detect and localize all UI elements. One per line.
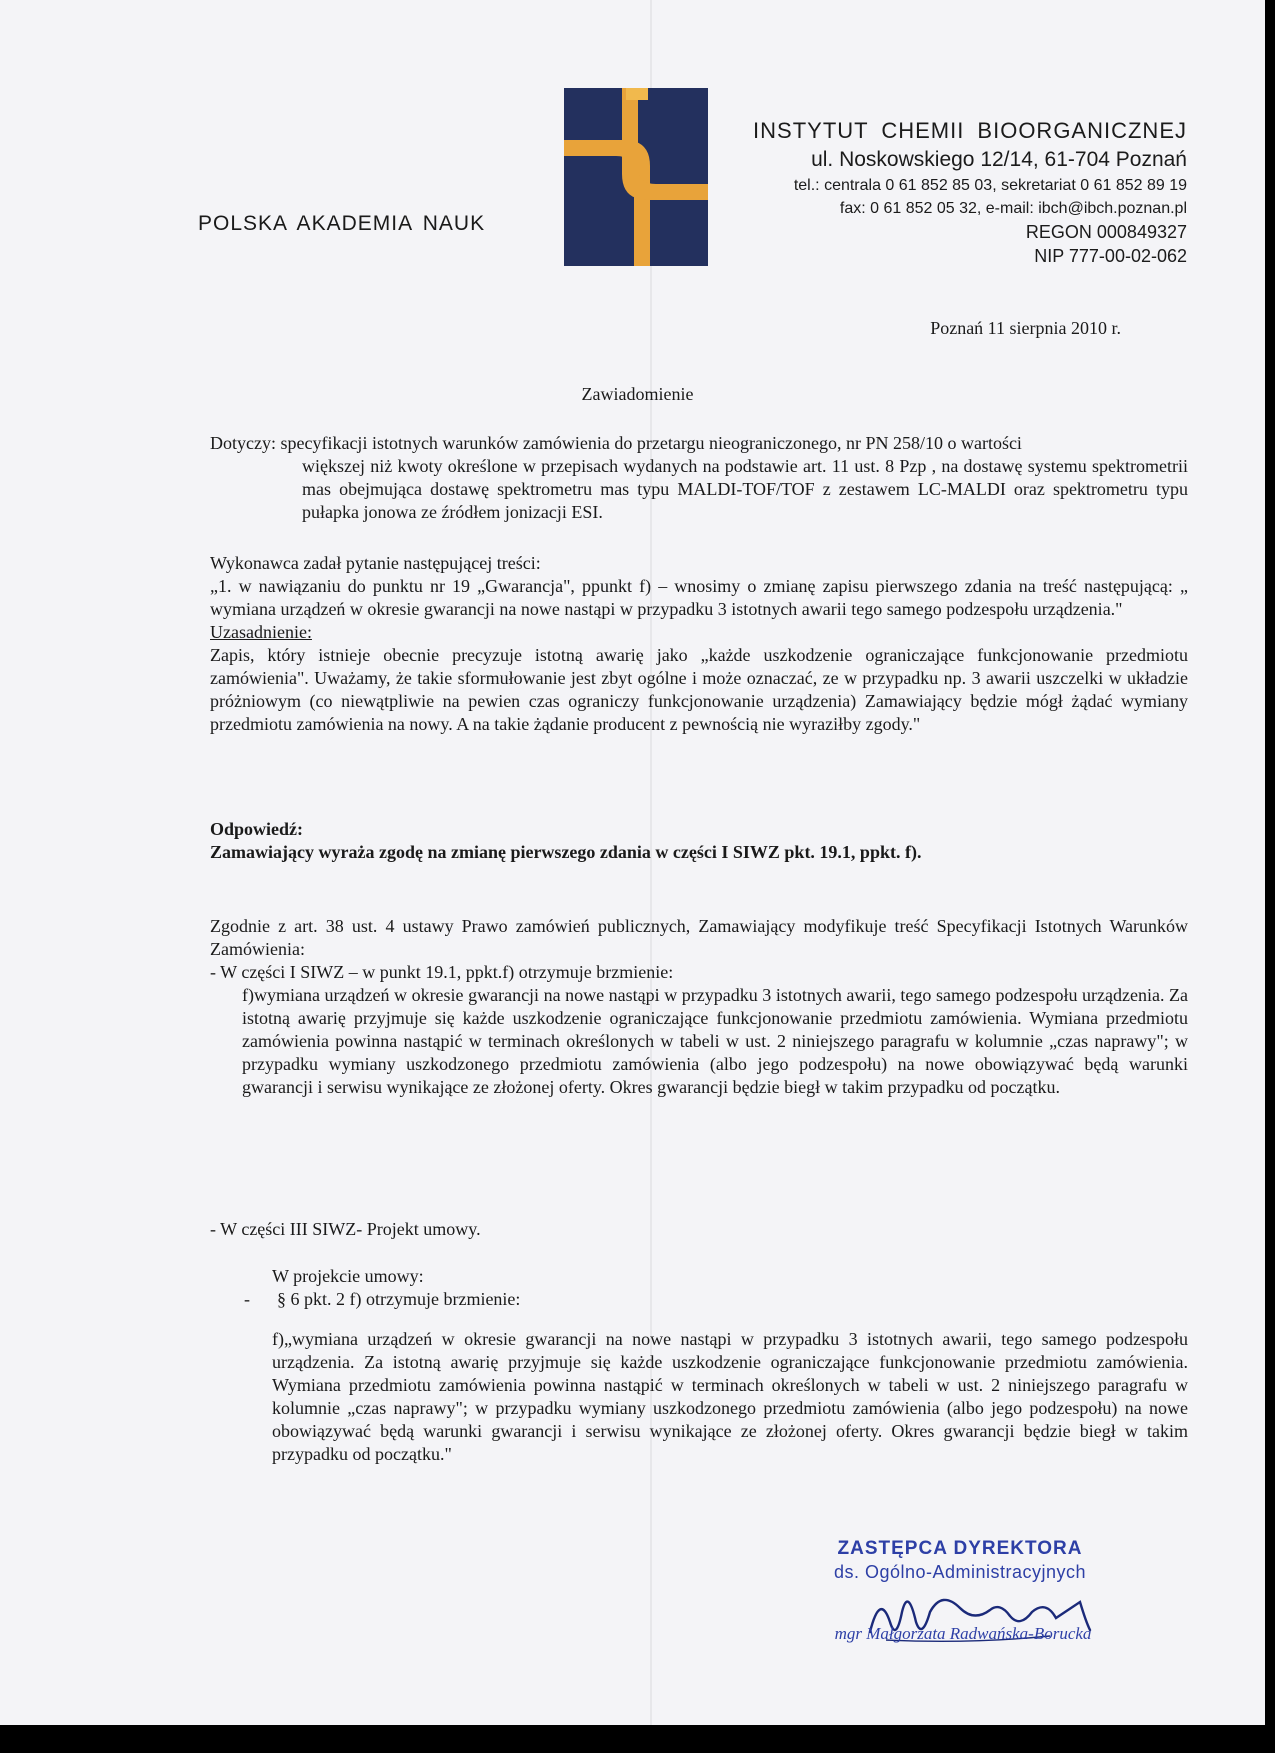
letter-date: Poznań 11 sierpnia 2010 r. xyxy=(930,318,1121,338)
institute-info xyxy=(753,116,1187,268)
regarding-rest: większej niż kwoty określone w przepisach wydanych na podstawie art. 11 ust. 8 Pzp , na dostawę systemu spektrometrii mas obejmująca dostawę spektrometru mas typu MALDI-TOF/TOF z zestawem LC-MALDI oraz spektrometru typu pułapka jonowa ze źródłem jonizacji ESI. xyxy=(302,456,1188,522)
answer-label: Odpowiedź: xyxy=(210,819,304,839)
institute-nip: NIP 777-00-02-062 xyxy=(1034,246,1187,266)
part1-label: - W części I SIWZ – w punkt 19.1, ppkt.f) otrzymuje brzmienie: xyxy=(210,962,674,982)
part3-text: f)„wymiana urządzeń w okresie gwarancji na nowe nastąpi w przypadku 3 istotnych awarii, tego samego podzespołu urządzenia. Za istotną awarię przyjmuje się każde uszkodzenie ograniczające funkcjonowanie przedmiotu zamówienia. Wymiana przedmiotu zamówienia powinna nastąpić w terminach określonych w tabeli w ust. 2 niniejszego paragrafu w kolumnie „czas naprawy"; w przypadku wymiany uszkodzonego przedmiotu zamówienia (albo jego podzespołu) na nowe obowiązywać będą warunki gwarancji i serwisu wynikające ze złożonej oferty. Okres gwarancji będzie biegł w takim przypadku od początku." xyxy=(272,1329,1188,1464)
institute-name: INSTYTUT CHEMII BIOORGANICZNEJ xyxy=(753,118,1187,143)
modification-section xyxy=(210,915,1188,1099)
question-section xyxy=(210,552,1188,736)
institute-regon: REGON 000849327 xyxy=(1025,222,1187,242)
academy-name: POLSKA AKADEMIA NAUK xyxy=(198,212,486,235)
institute-phone: tel.: centrala 0 61 852 85 03, sekretariat 0 61 852 89 19 xyxy=(793,177,1187,194)
regarding-paragraph xyxy=(210,432,1188,524)
project-section xyxy=(244,1265,1172,1311)
stamp-subtitle: ds. Ogólno-Administracyjnych xyxy=(833,1562,1087,1582)
answer-section xyxy=(210,818,1188,864)
justification-text: Zapis, który istnieje obecnie precyzuje istotną awarię jako „każde uszkodzenie ograniczające funkcjonowanie przedmiotu zamówienia". Uważamy, że takie sformułowanie jest zbyt ogólne i może oznaczać, ze w przypadku np. 3 awarii uszczelki w układzie próżniowym (co niewątpliwie na pewien czas ograniczy funkcjonowanie urządzenia) Zamawiający będzie mógł żądać wymiany przedmiotu zamówienia na nowy. A na takie żądanie producent z pewnością nie wyraziłby zgody." xyxy=(210,645,1188,734)
part3-label: - W części III SIWZ- Projekt umowy. xyxy=(210,1219,481,1239)
scan-edge-bottom xyxy=(0,1725,1275,1753)
regarding-first-line: Dotyczy: specyfikacji istotnych warunków zamówienia do przetargu nieograniczonego, nr PN 258/10 o wartości xyxy=(210,433,1022,453)
question-intro: Wykonawca zadał pytanie następującej treści: xyxy=(210,553,541,573)
project-item: - § 6 pkt. 2 f) otrzymuje brzmienie: xyxy=(244,1289,521,1309)
modification-intro: Zgodnie z art. 38 ust. 4 ustawy Prawo zamówień publicznych, Zamawiający modyfikuje treść Specyfikacji Istotnych Warunków Zamówienia: xyxy=(210,916,1188,959)
justification-label: Uzasadnienie: xyxy=(210,622,312,642)
answer-text: Zamawiający wyraża zgodę na zmianę pierwszego zdania w części I SIWZ pkt. 19.1, ppkt. f). xyxy=(210,842,922,862)
stamp-title: ZASTĘPCA DYREKTORA xyxy=(837,1538,1083,1559)
institute-logo xyxy=(564,88,708,266)
question-text: „1. w nawiązaniu do punktu nr 19 „Gwarancja", ppunkt f) – wnosimy o zmianę zapisu pierwszego zdania na treść następującą: „ wymiana urządzeń w okresie gwarancji na nowe nastąpi w przypadku 3 istotnych awarii tego samego podzespołu urządzenia." xyxy=(210,576,1188,619)
official-stamp xyxy=(800,1537,1120,1583)
institute-address: ul. Noskowskiego 12/14, 61-704 Poznań xyxy=(811,148,1187,171)
signer-name: mgr Małgorzata Radwańska-Borucka xyxy=(834,1624,1092,1643)
document-title: Zawiadomienie xyxy=(581,384,694,404)
project-intro: W projekcie umowy: xyxy=(272,1266,424,1286)
part1-text: f)wymiana urządzeń w okresie gwarancji na nowe nastąpi w przypadku 3 istotnych awarii, tego samego podzespołu urządzenia. Za istotną awarię przyjmuje się każde uszkodzenie ograniczające funkcjonowanie przedmiotu zamówienia. Wymiana przedmiotu zamówienia powinna nastąpić w terminach określonych w tabeli w ust. 2 niniejszego paragrafu w kolumnie „czas naprawy"; w przypadku wymiany uszkodzonego przedmiotu zamówienia (albo jego podzespołu) na nowe obowiązywać będą warunki gwarancji i serwisu wynikające ze złożonej oferty. Okres gwarancji będzie biegł w takim przypadku od początku. xyxy=(242,985,1188,1097)
institute-fax-email: fax: 0 61 852 05 32, e-mail: ibch@ibch.poznan.pl xyxy=(839,200,1187,217)
scan-edge-right xyxy=(1265,0,1275,1753)
